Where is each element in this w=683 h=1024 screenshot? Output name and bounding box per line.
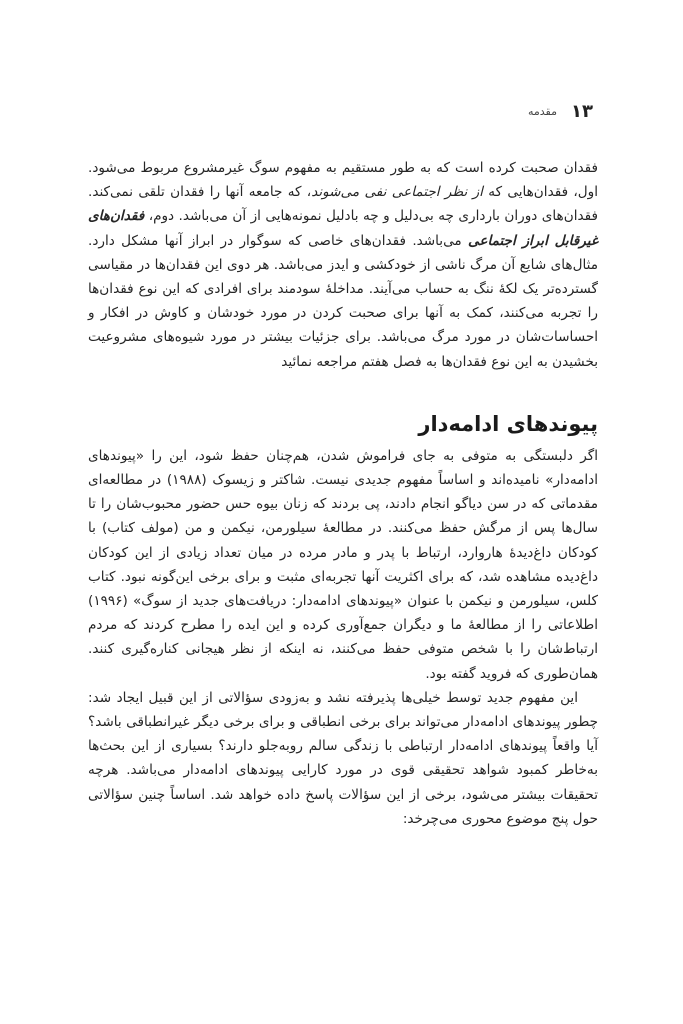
section-title: پیوندهای ادامه‌دار	[418, 411, 598, 436]
paragraph-disenfranchised-grief	[88, 156, 598, 374]
text-segment: ، که جامعه آنها را فقدان تلقی نمی‌کند. فقدان‌های دوران بارداری چه بی‌دلیل و چه بادلیل نمونه‌هایی از آن می‌باشد. دوم،	[88, 184, 598, 225]
emphasis-socially-denied: از نظر اجتماعی نفی می‌شوند	[311, 184, 483, 201]
page-number: ۱۳	[571, 100, 593, 122]
emphasis-socially-unspeakable: فقدان‌های غیرقابل ابراز اجتماعی	[88, 208, 598, 249]
running-head	[493, 96, 593, 126]
text-segment: می‌باشد. فقدان‌های خاصی که سوگوار در ابراز آنها مشکل دارد. مثال‌های شایع آن مرگ ناشی از خودکشی و ایدز می‌باشد. هر دوی این فقدان‌ها در مقیاسی گسترده‌تر یک لکهٔ ننگ به حساب می‌آیند. مداخلهٔ سودمند برای افرادی که این نوع فقدان‌ها را تجربه می‌کنند، کمک به آنها برای صحبت کردن در مورد خودشان و کاوش در افکار و احساسات‌شان در مورد مرگ می‌باشد. برای جزئیات بیشتر در مورد شیوه‌های مشروعیت بخشیدن به این نوع فقدان‌ها به فصل هفتم مراجعه نمائید	[88, 232, 598, 370]
running-title: مقدمه	[527, 104, 558, 118]
paragraph-continuing-bonds: اگر دلبستگی به متوفی به جای فراموش شدن، هم‌چنان حفظ شود، این را «پیوندهای ادامه‌دار» نامیده‌اند و اساساً مفهوم جدیدی نیست. شاکتر و زیسوک (۱۹۸۸) در مطالعه‌ای مقدماتی که در سن دیاگو انجام دادند، پی بردند که زنان بیوه حس حضور محبوب‌شان را تا سال‌ها پس از مرگش حفظ می‌کنند. در مطالعهٔ سیلورمن، نیکمن و من (مولف کتاب) با کودکان داغ‌دیدهٔ هاروارد، ارتباط با پدر و مادر مرده در میان تعداد زیادی از این کودکان داغ‌دیده مشاهده شد، که برای اکثریت آنها تجربه‌ای مثبت و برای برخی این‌گونه نبود. کتاب کلس، سیلورمن و نیکمن با عنوان «پیوندهای ادامه‌دار: دریافت‌های جدید از سوگ» (۱۹۹۶) اطلاعاتی را از مطالعهٔ ما و دیگران جمع‌آوری کرده و این ایده را مطرح کردند که مردم ارتباط‌شان را با شخص متوفی حفظ می‌کنند، نه اینکه از نظر هیجانی کناره‌گیری کنند. همان‌طوری که فروید گفته بود.	[88, 447, 599, 682]
paragraph-questions: این مفهوم جدید توسط خیلی‌ها پذیرفته نشد و به‌زودی سؤالاتی از این قبیل ایجاد شد: چطور پیوندهای ادامه‌دار می‌تواند برای برخی انطباقی و برای برخی دیگر غیرانطباقی باشد؟ آیا واقعاً پیوندهای ادامه‌دار ارتباطی با زندگی سالم روبه‌جلو دارند؟ بسیاری از این بحث‌ها به‌خاطر کمبود شواهد تحقیقی قوی در مورد کارایی پیوندهای ادامه‌دار می‌باشد. هرچه تحقیقات بیشتر می‌شود، برخی از این سؤالات پاسخ داده خواهد شد. اساساً چنین سؤالاتی حول پنج موضوع محوری می‌چرخد:	[88, 689, 598, 827]
body-text	[88, 156, 598, 831]
text-segment: فقدان صحبت کرده است که به طور مستقیم به مفهوم سوگ غیرمشروع مربوط می‌شود. اول، فقدان‌هایی که	[88, 160, 599, 201]
